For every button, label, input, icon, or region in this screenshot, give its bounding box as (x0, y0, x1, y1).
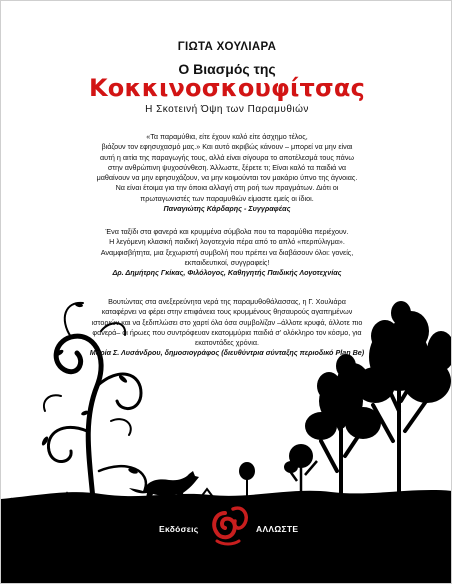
quote-line: στην ανθρώπινη ψυχοσύνθεση. Άλλωστε, ξέρετε τι; Είναι καλό τα παιδιά να (107, 162, 347, 172)
quote-line: Ένα ταξίδι στα φανερά και κρυμμένα σύμβολα που τα παραμύθια περιέχουν. (105, 227, 349, 236)
quote-line: εκπαιδευτικοί, συγγραφείς! (184, 257, 270, 267)
quote-line: Βουτώντας στα ανεξερεύνητα νερά της παραμυθοθάλασσας, η Γ. Χουλιάρα (108, 297, 346, 306)
title-prefix: Ο Βιασμός της (178, 61, 276, 77)
quote-line: μαθαίνουν να μην εφησυχάζουν, να μην κοιμούνται τον μακάριο ύπνο της άγνοιας. (96, 173, 358, 183)
book-title: Κοκκινοσκουφίτσας (88, 74, 366, 102)
quote-block-3 (45, 297, 409, 359)
quote-line: Να είναι έτοιμα για την όποια αλλαγή στη ροή των πραγμάτων. Διότι οι (115, 183, 339, 193)
quote-line: καταφέρνει να φέρει στην επιφάνεια τους κρυμμένους θησαυρούς αγαπημένων (101, 307, 353, 317)
quote-line: Η λεγόμενη κλασική παιδική λογοτεχνία πέρα από το απλό «περιτύλιγμα». (109, 237, 345, 247)
quote-line: ιστοριών και να ξεδιπλώσει στο χαρτί όλα όσα συμβολίζαν –άλλοτε κρυφά, άλλοτε πιο (91, 317, 363, 327)
quote-signature: Μαρία Σ. Λυσάνδρου, δημοσιογράφος (διευθύντρια σύνταξης περιοδικό Plan Be) (89, 348, 365, 358)
quote-line: φανερά– οι ήρωες που συντρόφευαν εκατομμύρια παιδιά σ' ολόκληρο τον κόσμο, για (92, 327, 362, 337)
quote-block-2 (45, 227, 409, 278)
quote-line: εκατοντάδες χρόνια. (195, 338, 259, 348)
quote-line: Αναμφισβήτητα, μια ξεχωριστή συμβολή που πρέπει να διαβάσουν όλοι: γονείς, (100, 247, 354, 257)
quote-line: «Τα παραμύθια, είτε έχουν καλό είτε άσχημο τέλος, (146, 132, 308, 141)
publisher-name: ΑΛΛΩΣΤΕ (256, 524, 299, 534)
book-subtitle: Η Σκοτεινή Όψη των Παραμυθιών (145, 104, 309, 115)
quote-signature: Δρ. Δημήτρης Γκίκας, Φιλόλογος, Καθηγητής Παιδικής Λογοτεχνίας (112, 268, 342, 278)
quote-line: αυτή η αιτία της παραγωγής τους, αλλά είναι σίγουρα το αποτέλεσμά τους πάνω (99, 152, 355, 162)
quote-signature: Παναγιώτης Κάρδαρης - Συγγραφέας (163, 204, 291, 214)
author-name: ΓΙΩΤΑ ΧΟΥΛΙΑΡΑ (177, 41, 277, 53)
quote-block-1 (45, 132, 409, 214)
quote-line: πρωταγωνιστές των παραμυθιών είμαστε εμείς οι ίδιοι. (140, 193, 314, 203)
publisher-label: Εκδόσεις (159, 524, 199, 534)
quote-line: βιάζουν τον εφησυχασμό μας.» Και αυτό ακριβώς κάνουν – μπορεί να μην είναι (101, 142, 353, 152)
